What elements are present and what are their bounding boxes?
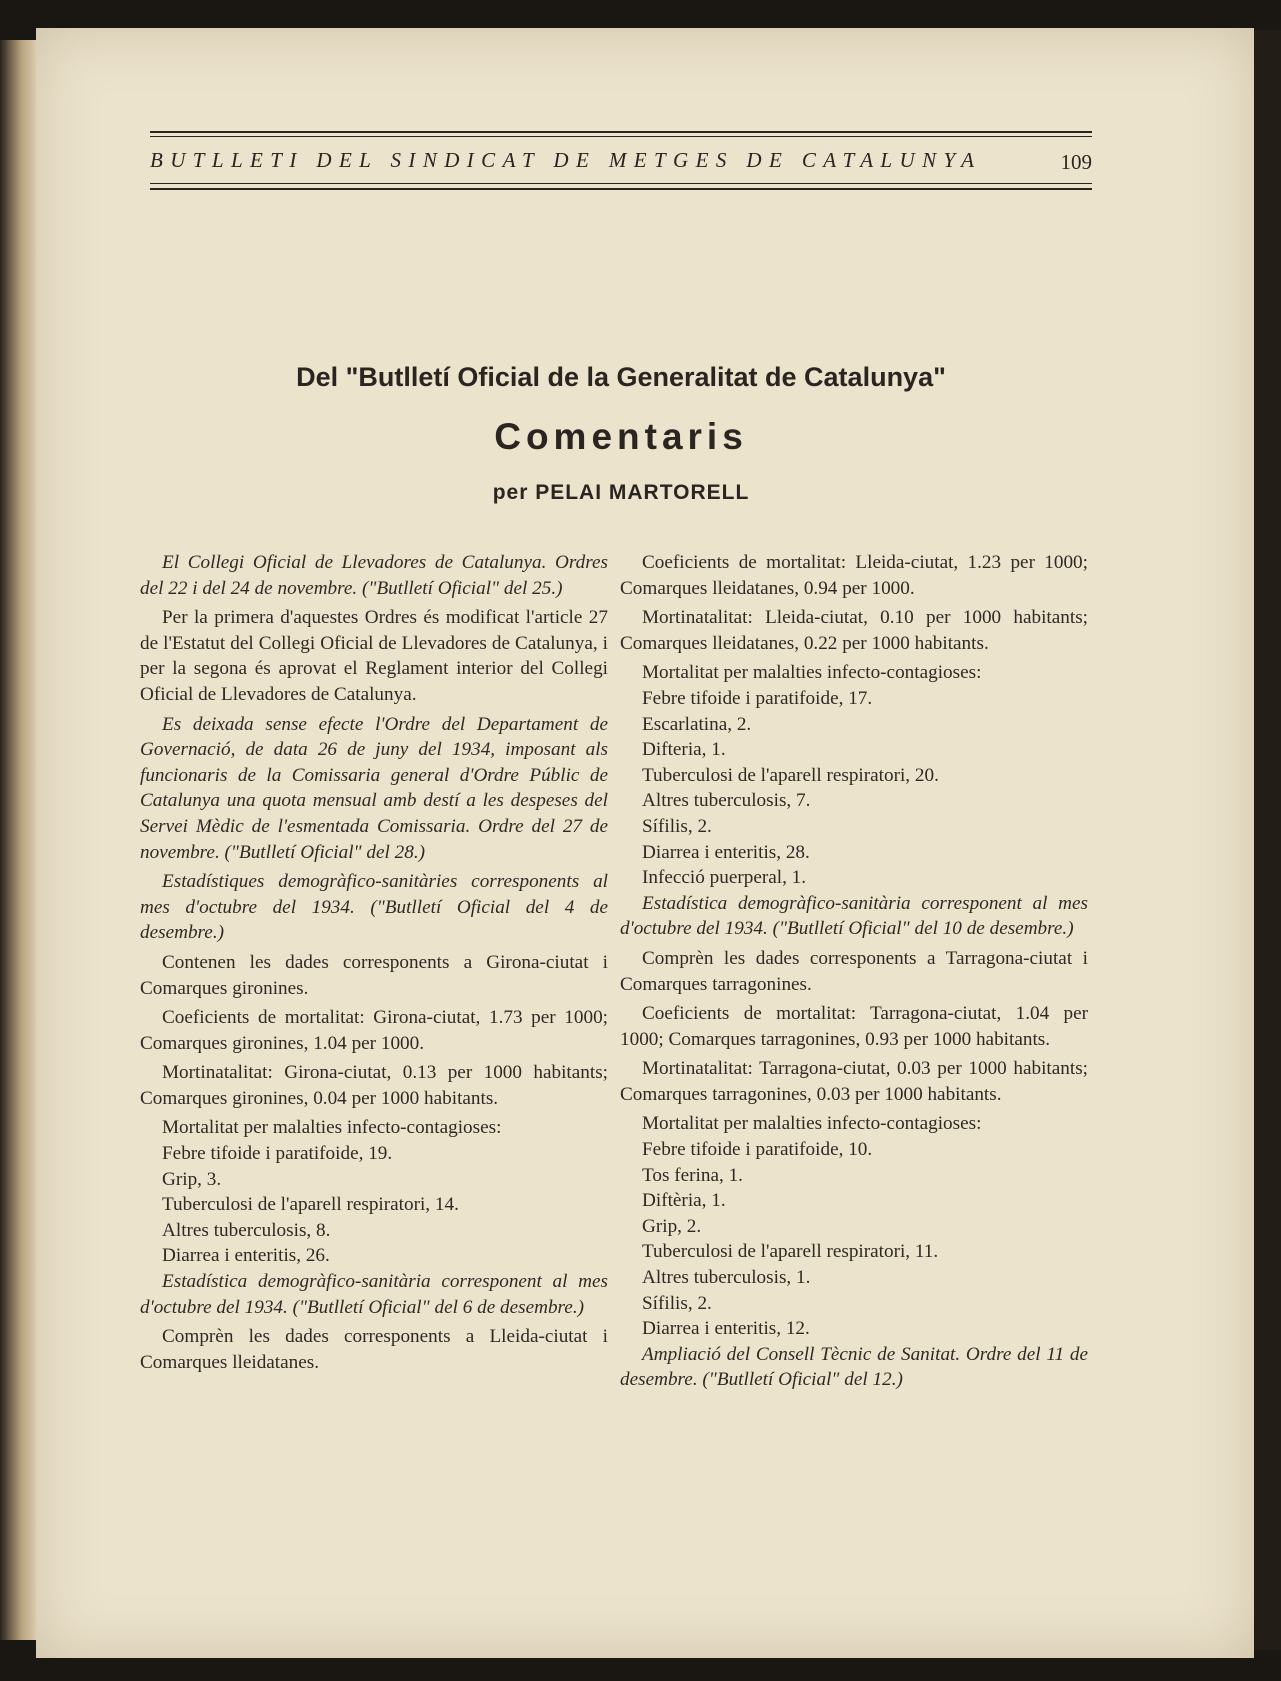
list-item: Febre tifoide i paratifoide, 10. xyxy=(642,1139,873,1161)
page-number: 109 xyxy=(1060,150,1092,174)
list-item: Sífilis, 2. xyxy=(642,1292,712,1314)
list-item: Diarrea i enteritis, 28. xyxy=(642,841,810,863)
right-column xyxy=(620,550,1088,1397)
header-rule-top-thin xyxy=(150,136,1092,137)
list-item: Infecció puerperal, 1. xyxy=(642,867,807,889)
paragraph: Per la primera d'aquestes Ordres és modificat l'article 27 de l'Estatut del Collegi Oficial de Llevadores de Catalunya, i per la segona és aprovat el Reglament interior del Collegi Oficial de Llevadores de Catalunya. xyxy=(140,607,608,705)
paragraph: Comprèn les dades corresponents a Tarragona-ciutat i Comarques tarragonines. xyxy=(620,947,1088,995)
running-header xyxy=(150,131,1092,193)
page-edge xyxy=(1254,30,1281,1650)
paragraph: Mortinatalitat: Tarragona-ciutat, 0.03 per 1000 habitants; Comarques tarragonines, 0.03 per 1000 habitants. xyxy=(620,1058,1088,1105)
book-gutter xyxy=(0,40,36,1640)
section-heading: Estadística demogràfico-sanitària corresponent al mes d'octubre del 1934. ("Butlletí Oficial" del 6 de desembre.) xyxy=(140,1271,608,1318)
list-item: Mortalitat per malalties infecto-contagioses: xyxy=(162,1117,502,1139)
header-rule-top xyxy=(150,131,1092,133)
list-item: Diarrea i enteritis, 12. xyxy=(642,1318,810,1340)
list-item: Sífilis, 2. xyxy=(642,815,712,837)
list-item: Febre tifoide i paratifoide, 19. xyxy=(162,1143,393,1165)
list-item: Mortalitat per malalties infecto-contagioses: xyxy=(642,662,982,684)
section-heading: Estadística demogràfico-sanitària corresponent al mes d'octubre del 1934. ("Butlletí Oficial" del 10 de desembre.) xyxy=(620,892,1088,940)
list-item: Grip, 2. xyxy=(642,1215,702,1237)
list-item: Tuberculosi de l'aparell respiratori, 14. xyxy=(162,1194,459,1216)
paragraph: Mortinatalitat: Girona-ciutat, 0.13 per 1000 habitants; Comarques gironines, 0.04 per 1000 habitants. xyxy=(140,1062,608,1109)
section-heading: El Collegi Oficial de Llevadores de Catalunya. Ordres del 22 i del 24 de novembre. ("Butlletí Oficial" del 25.) xyxy=(140,552,608,599)
paragraph: Coeficients de mortalitat: Girona-ciutat, 1.73 per 1000; Comarques gironines, 1.04 per 1000. xyxy=(140,1007,608,1054)
paragraph: Contenen les dades corresponents a Girona-ciutat i Comarques gironines. xyxy=(140,951,608,999)
paragraph: Coeficients de mortalitat: Lleida-ciutat, 1.23 per 1000; Comarques lleidatanes, 0.94 per 1000. xyxy=(620,552,1088,599)
paragraph: Coeficients de mortalitat: Tarragona-ciutat, 1.04 per 1000; Comarques tarragonines, 0.93 per 1000 habitants. xyxy=(620,1003,1088,1050)
paragraph: Mortinatalitat: Lleida-ciutat, 0.10 per 1000 habitants; Comarques lleidatanes, 0.22 per 1000 habitants. xyxy=(620,607,1088,654)
list-item: Altres tuberculosis, 7. xyxy=(642,790,811,812)
list-item: Tos ferina, 1. xyxy=(642,1164,743,1186)
byline: per PELAI MARTORELL xyxy=(492,481,750,504)
header-rule-bottom xyxy=(150,188,1092,190)
list-item: Diarrea i enteritis, 26. xyxy=(162,1245,330,1267)
section-heading: Es deixada sense efecte l'Ordre del Departament de Governació, de data 26 de juny del 1934, imposant als funcionaris de la Comissaria general d'Ordre Públic de Catalunya una quota mensual amb destí a les despeses del Servei Mèdic de l'esmentada Comissaria. Ordre del 27 de novembre. ("Butlletí Oficial" del 28.) xyxy=(140,713,608,863)
list-item: Difteria, 1. xyxy=(642,739,726,761)
list-item: Grip, 3. xyxy=(162,1168,222,1190)
list-item: Febre tifoide i paratifoide, 17. xyxy=(642,687,873,709)
list-item: Tuberculosi de l'aparell respiratori, 20. xyxy=(642,764,939,786)
list-item: Altres tuberculosis, 1. xyxy=(642,1267,811,1289)
section-heading: Ampliació del Consell Tècnic de Sanitat. Ordre del 11 de desembre. ("Butlletí Oficial" del 12.) xyxy=(620,1343,1088,1391)
list-item: Diftèria, 1. xyxy=(642,1190,726,1212)
source-line: Del "Butlletí Oficial de la Generalitat de Catalunya" xyxy=(296,362,946,392)
section-heading: Estadístiques demogràfico-sanitàries corresponents al mes d'octubre del 1934. ("Butlletí Oficial del 4 de desembre.) xyxy=(140,871,608,944)
paragraph: Comprèn les dades corresponents a Lleida-ciutat i Comarques lleidatanes. xyxy=(140,1326,608,1373)
header-rule-bottom-thin xyxy=(150,183,1092,184)
article-title: Comentaris xyxy=(494,416,748,457)
list-item: Altres tuberculosis, 8. xyxy=(162,1219,331,1241)
journal-title: BUTLLETI DEL SINDICAT DE METGES DE CATALUNYA xyxy=(150,148,982,172)
list-item: Mortalitat per malalties infecto-contagioses: xyxy=(642,1113,982,1135)
left-column xyxy=(140,550,608,1379)
list-item: Tuberculosi de l'aparell respiratori, 11. xyxy=(642,1241,939,1263)
list-item: Escarlatina, 2. xyxy=(642,713,752,735)
